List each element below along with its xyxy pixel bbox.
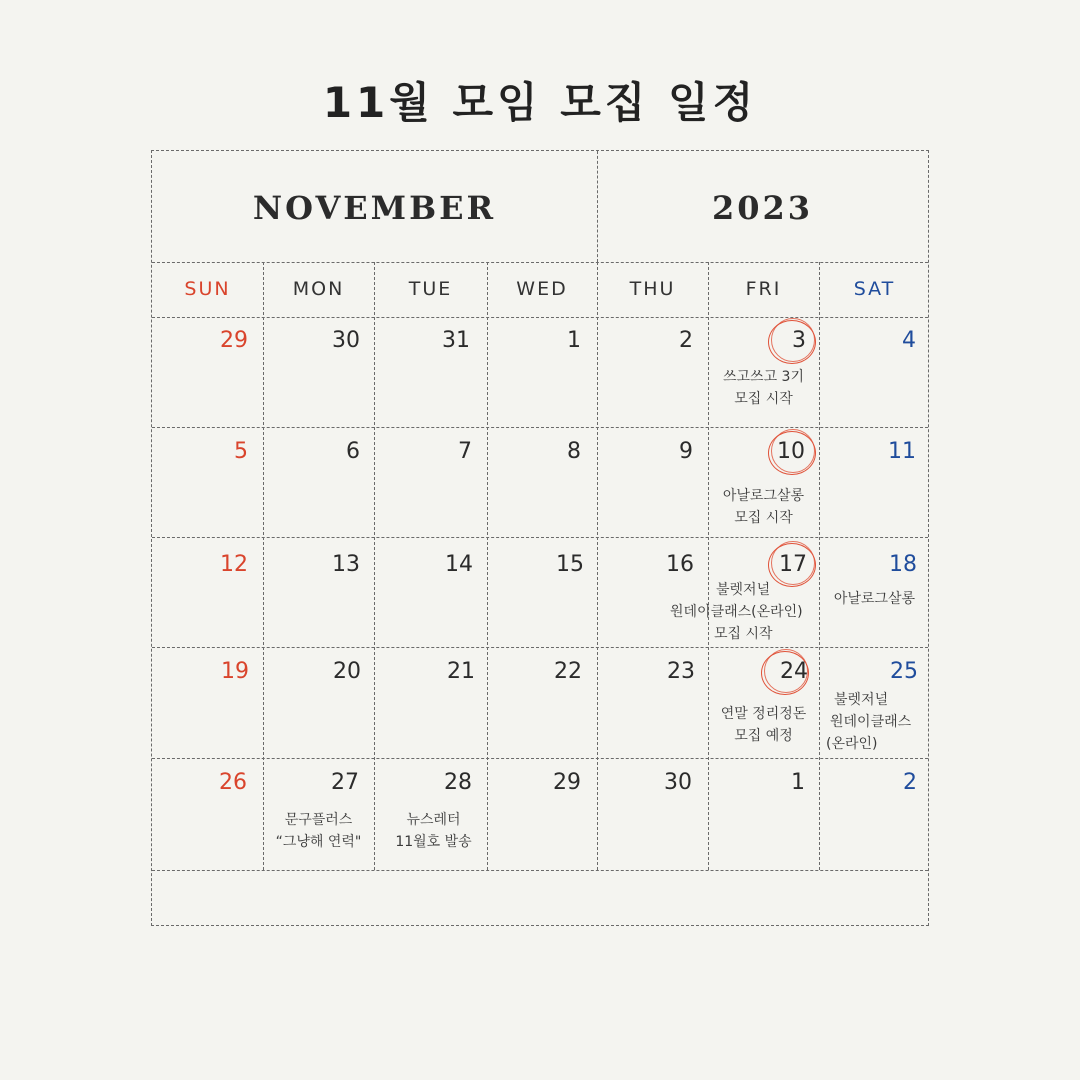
- day-cell-number: 29: [553, 770, 581, 795]
- grid-line: [597, 262, 598, 870]
- day-cell-number: 19: [221, 659, 249, 684]
- event-line: 쓰고쓰고 3기: [723, 369, 804, 385]
- day-cell-number: 1: [567, 328, 581, 353]
- day-cell-number: 7: [458, 439, 472, 464]
- event-line: 아날로그살롱: [722, 488, 805, 504]
- grid-line: [708, 262, 709, 870]
- day-cell-number: 20: [333, 659, 361, 684]
- event-line: 모집 시작: [734, 391, 793, 407]
- weekday-tue: TUE: [408, 278, 453, 300]
- day-cell-number: 11: [888, 439, 916, 464]
- day-cell-number: 2: [679, 328, 693, 353]
- event-line: 모집 시작: [714, 626, 773, 642]
- day-cell-number: 2: [903, 770, 917, 795]
- event-line: 연말 정리정돈: [720, 706, 807, 722]
- event-line: 11월호 발송: [395, 834, 472, 850]
- day-cell-number: 15: [556, 552, 584, 577]
- day-cell-number: 17: [779, 552, 807, 577]
- event-line: 원데이클래스(온라인): [670, 604, 803, 620]
- grid-line: [152, 427, 928, 428]
- grid-line: [152, 870, 928, 871]
- event-line: 모집 예정: [734, 728, 793, 744]
- day-cell-number: 10: [777, 439, 805, 464]
- day-cell-number: 25: [890, 659, 918, 684]
- weekday-wed: WED: [516, 278, 568, 300]
- day-cell-number: 18: [889, 552, 917, 577]
- day-cell-number: 27: [331, 770, 359, 795]
- event-note-nov24: [708, 703, 819, 747]
- grid-line: [819, 262, 820, 870]
- day-cell-number: 23: [667, 659, 695, 684]
- day-cell-number: 26: [219, 770, 247, 795]
- grid-line: [152, 647, 928, 648]
- grid-line: [152, 758, 928, 759]
- day-cell-number: 16: [666, 552, 694, 577]
- event-line: 아날로그살롱: [833, 591, 916, 607]
- day-cell-number: 21: [447, 659, 475, 684]
- grid-line: [487, 262, 488, 870]
- day-cell-number: 14: [445, 552, 473, 577]
- day-cell-number: 3: [792, 328, 806, 353]
- weekday-mon: MON: [292, 278, 345, 300]
- grid-line: [152, 537, 928, 538]
- grid-line: [263, 262, 264, 870]
- day-cell-number: 6: [346, 439, 360, 464]
- event-note-nov25: [826, 689, 926, 755]
- day-cell-number: 22: [554, 659, 582, 684]
- calendar-grid: [151, 150, 929, 926]
- weekday-sun: SUN: [184, 278, 231, 300]
- day-cell-number: 30: [332, 328, 360, 353]
- grid-line: [152, 317, 928, 318]
- weekday-fri: FRI: [745, 278, 782, 300]
- day-cell-number: 31: [442, 328, 470, 353]
- day-cell-number: 28: [444, 770, 472, 795]
- event-note-nov28: [377, 809, 490, 853]
- day-cell-number: 4: [902, 328, 916, 353]
- month-name: NOVEMBER: [252, 189, 497, 227]
- day-cell-number: 24: [780, 659, 808, 684]
- day-cell-number: 8: [567, 439, 581, 464]
- event-note-nov27: [263, 809, 374, 853]
- event-note-nov18: [819, 588, 930, 610]
- event-line: 불렛저널: [834, 692, 889, 708]
- event-note-nov17: [664, 579, 824, 645]
- weekday-sat: SAT: [853, 278, 896, 300]
- event-line: 뉴스레터: [406, 812, 461, 828]
- event-line: (온라인): [826, 736, 878, 752]
- day-cell-number: 1: [791, 770, 805, 795]
- event-line: 불렛저널: [716, 582, 771, 598]
- page-title: 11월 모임 모집 일정: [322, 78, 758, 127]
- event-line: 문구플러스: [284, 812, 353, 828]
- day-cell-number: 29: [220, 328, 248, 353]
- event-line: 모집 시작: [734, 510, 793, 526]
- day-cell-number: 5: [234, 439, 248, 464]
- event-line: 원데이클래스: [830, 714, 912, 730]
- day-cell-number: 9: [679, 439, 693, 464]
- event-note-nov10: [708, 485, 819, 529]
- day-cell-number: 12: [220, 552, 248, 577]
- grid-line: [374, 262, 375, 870]
- year-label: 2023: [711, 189, 814, 227]
- day-cell-number: 30: [664, 770, 692, 795]
- event-note-nov3: [708, 366, 819, 410]
- day-cell-number: 13: [332, 552, 360, 577]
- weekday-thu: THU: [629, 278, 676, 300]
- event-line: “그냥해 연력": [275, 834, 362, 850]
